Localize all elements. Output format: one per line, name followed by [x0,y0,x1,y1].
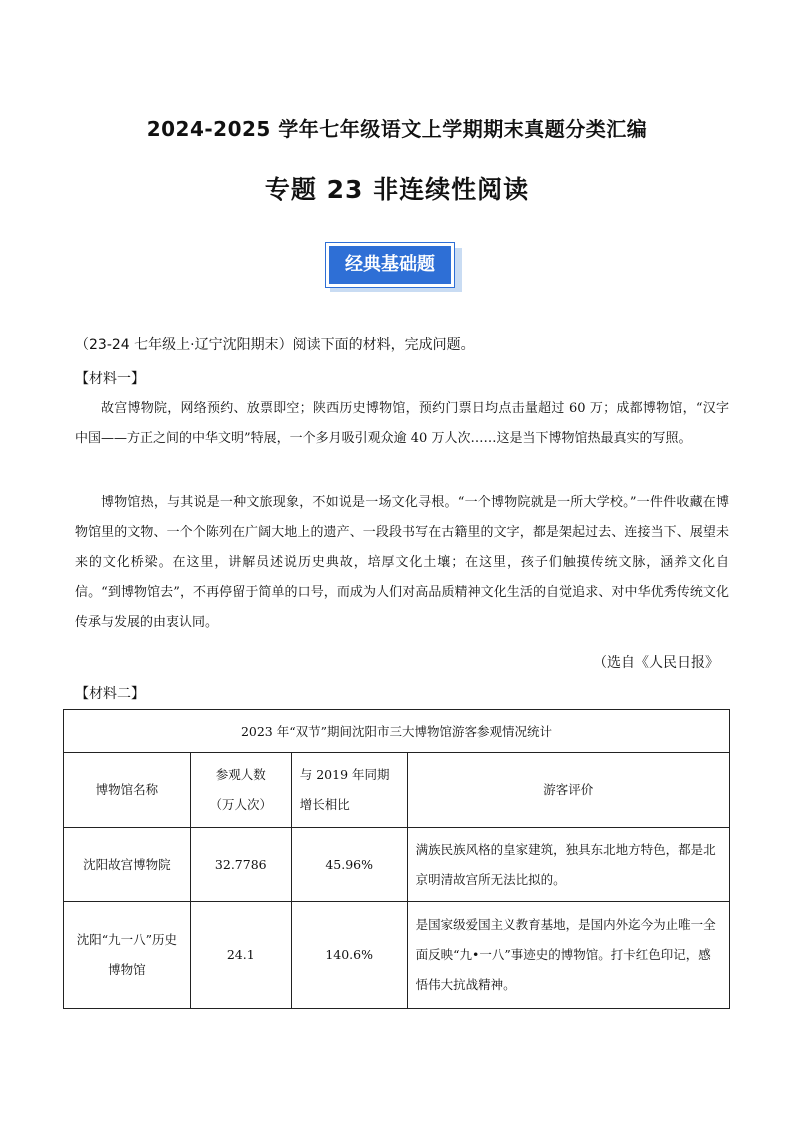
material1-source: （选自《人民日报》 [593,655,719,671]
table-caption: 2023 年“双节”期间沈阳市三大博物馆游客参观情况统计 [64,710,730,753]
table-row [64,902,730,1009]
table-caption-row [64,710,730,753]
material1-paragraph-1: 故宫博物院，网络预约、放票即空；陕西历史博物馆，预约门票日均点击量超过 60 万；成都博物馆，“汉字中国——方正之间的中华文明”特展，一个多月吸引观众逾 40 万人次……这是当下博物馆热最真实的写照。 [75,401,729,446]
cell-visitors: 24.1 [190,902,291,1009]
question-intro: （23-24 七年级上·辽宁沈阳期末）阅读下面的材料，完成问题。 [75,337,475,353]
header-growth-line-2: 增长相比 [299,797,350,812]
material1-paragraph-2: 博物馆热，与其说是一种文旅现象，不如说是一场文化寻根。“一个博物院就是一所大学校。”一件件收藏在博物馆里的文物、一个个陈列在广阔大地上的遗产、一段段书写在古籍里的文字，都是架起过去、连接当下、展望未来的文化桥梁。在这里，讲解员述说历史典故，培厚文化土壤；在这里，孩子们触摸传统文脉，涵养文化自信。“到博物馆去”，不再停留于简单的口号，而成为人们对高品质精神文化生活的自觉追求、对中华优秀传统文化传承与发展的由衷认同。 [75,495,729,630]
header-visitors-line-2: （万人次） [209,797,273,812]
cell-museum-name: 沈阳“九一八”历史博物馆 [64,902,191,1009]
header-growth-line-1: 与 2019 年同期 [299,767,390,782]
topic-title: 专题 23 非连续性阅读 [264,175,530,204]
cell-visitors: 32.7786 [190,828,291,902]
cell-museum-name: 沈阳故宫博物院 [64,828,191,902]
header-museum-name: 博物馆名称 [64,753,191,828]
table-row [64,828,730,902]
header-review: 游客评价 [407,753,729,828]
museum-stats-table [63,709,730,1009]
table-header-row [64,753,730,828]
badge-label: 经典基础题 [326,243,454,287]
cell-review: 满族民族风格的皇家建筑，独具东北地方特色，都是北京明清故宫所无法比拟的。 [407,828,729,902]
cell-growth: 45.96% [291,828,407,902]
document-title: 2024-2025 学年七年级语文上学期期末真题分类汇编 [146,117,648,141]
header-visitors-line-1: 参观人数 [215,767,266,782]
material1-label: 【材料一】 [75,371,145,387]
header-visitors [190,753,291,828]
header-growth [291,753,407,828]
cell-review: 是国家级爱国主义教育基地，是国内外迄今为止唯一全面反映“九•一八”事迹史的博物馆。打卡红色印记，感悟伟大抗战精神。 [407,902,729,1009]
section-badge [322,240,464,298]
material2-label: 【材料二】 [75,686,145,702]
cell-growth: 140.6% [291,902,407,1009]
